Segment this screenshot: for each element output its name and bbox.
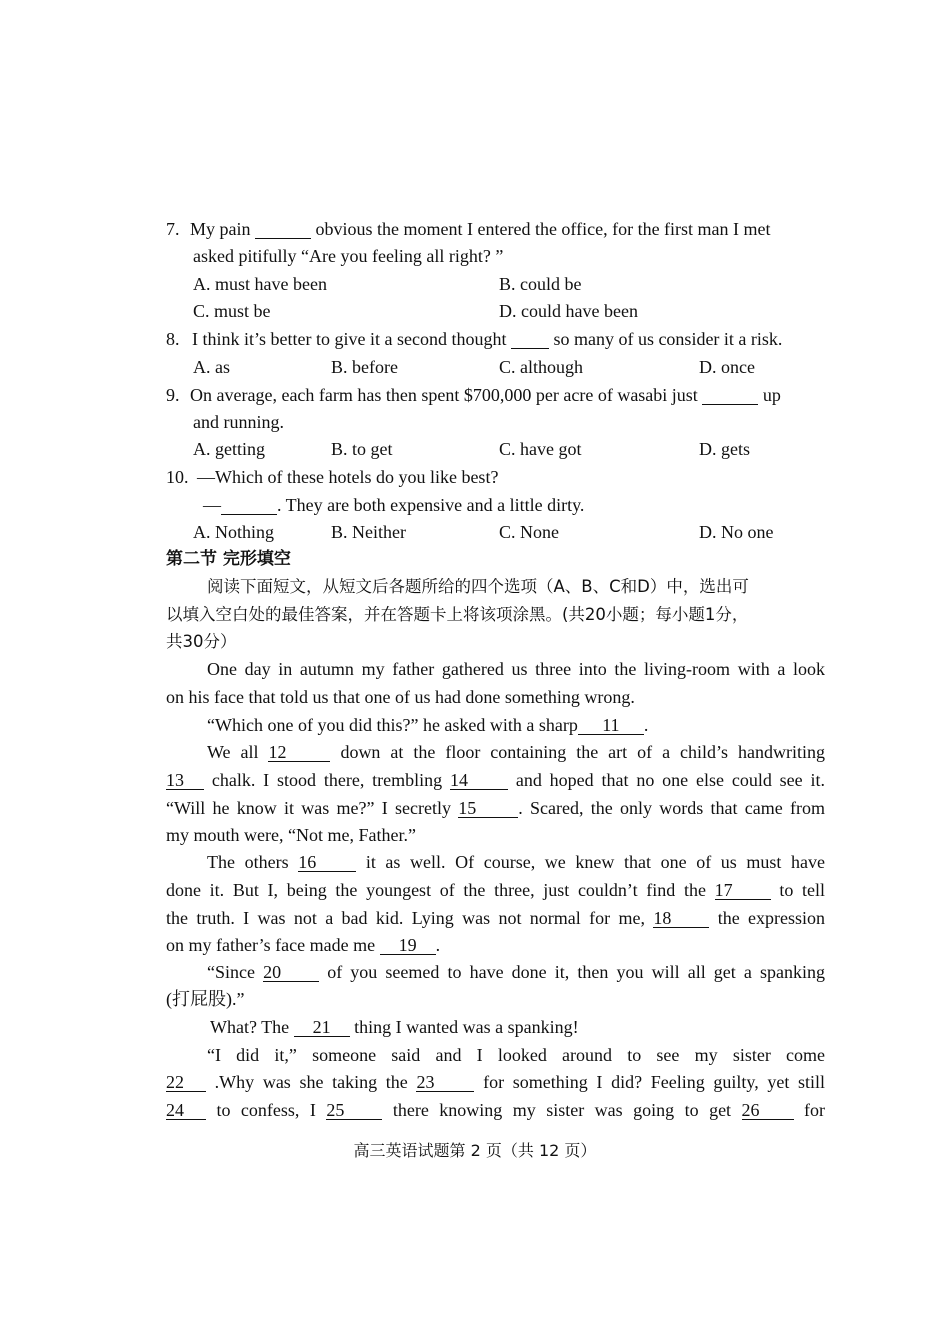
answer-blank [702,386,758,405]
cloze-blank: 25 [326,1101,382,1120]
passage-text: there knowing my sister was going to get [392,1100,732,1120]
question-number: 8. [166,329,180,349]
question-10 [166,466,498,488]
cloze-blank: 11 [578,716,644,735]
question-stem: I think it’s better to give it a second thought [192,329,507,349]
option-b: B. Neither [331,522,406,542]
passage-text: down at the floor containing the art of a child’s handwriting [340,742,826,762]
cloze-blank: 13 [166,771,204,790]
passage-text: for [804,1100,825,1120]
option-a: A. must have been [193,274,327,294]
passage-text: done it. But I, being the youngest of the three, just couldn’t find the [166,880,706,900]
passage-line [166,797,825,819]
question-stem: My pain [190,219,251,239]
option-c: C. None [499,522,559,542]
cloze-blank: 16 [298,853,356,872]
question-7 [166,218,771,240]
question-stem: so many of us consider it a risk. [553,329,783,349]
cloze-blank: 24 [166,1101,206,1120]
option-c: C. although [499,357,583,377]
question-stem-line: asked pitifully “Are you feeling all right? ” [193,246,504,266]
option-a: A. as [193,357,230,377]
cloze-blank: 18 [653,909,709,928]
cloze-blank: 20 [263,963,319,982]
passage-text: and hoped that no one else could see it. [515,770,825,790]
answer-blank [221,496,277,515]
cloze-blank: 17 [715,881,771,900]
passage-text: . Scared, the only words that came from [518,798,825,818]
passage-line [210,1016,579,1038]
section-instructions: 阅读下面短文，从短文后各题所给的四个选项（A、B、C和D）中，选出可 [207,577,749,596]
cloze-blank: 14 [450,771,508,790]
section-instructions: 以填入空白处的最佳答案，并在答题卡上将该项涂黑。(共20小题；每小题1分， [166,605,749,624]
passage-line [207,851,825,873]
passage-text: to tell [779,880,826,900]
cloze-blank: 22 [166,1073,206,1092]
option-b: B. could be [499,274,582,294]
passage-line: my mouth were, “Not me, Father.” [166,825,416,845]
passage-line: “I did it,” someone said and I looked around to see my sister come [207,1045,825,1065]
question-number: 7. [166,219,180,239]
passage-text: We all [207,742,259,762]
cloze-blank: 26 [742,1101,794,1120]
passage-text: the truth. I was not a bad kid. Lying was not normal for me, [166,908,645,928]
dialogue-dash: — [203,495,221,515]
option-d: D. gets [699,439,750,459]
option-d: D. could have been [499,301,638,321]
passage-text: it as well. Of course, we knew that one of us must have [365,852,825,872]
passage-line [166,769,825,791]
passage-text: on my father’s face made me [166,935,376,955]
section-instructions: 共30分） [166,632,237,651]
cloze-blank: 12 [268,743,330,762]
passage-text: of you seemed to have done it, then you will all get a spanking [327,962,825,982]
passage-line [166,1071,825,1093]
passage-line [207,714,648,736]
passage-text: “Which one of you did this?” he asked with a sharp [207,715,578,735]
question-stem: —Which of these hotels do you like best? [197,467,499,487]
question-stem: On average, each farm has then spent $700,000 per acre of wasabi just [190,385,698,405]
passage-text: . [435,935,441,955]
answer-blank [255,220,311,239]
passage-text: The others [207,852,289,872]
question-number: 9. [166,385,180,405]
question-stem: up [762,385,781,405]
option-d: D. No one [699,522,774,542]
passage-line: One day in autumn my father gathered us three into the living-room with a look [207,659,825,679]
cloze-blank: 15 [458,799,518,818]
passage-text: for something I did? Feeling guilty, yet still [483,1072,826,1092]
option-c: C. must be [193,301,271,321]
question-stem-line [203,494,584,516]
passage-text: chalk. I stood there, trembling [211,770,443,790]
cloze-blank: 21 [294,1018,350,1037]
passage-line [166,907,825,929]
question-number: 10. [166,467,189,487]
option-b: B. before [331,357,398,377]
passage-text: .Why was she taking the [214,1072,408,1092]
option-a: A. getting [193,439,265,459]
passage-line [166,879,825,901]
passage-text: . [643,715,649,735]
question-stem: . They are both expensive and a little dirty. [277,495,585,515]
passage-text: the expression [717,908,826,928]
section-heading: 第二节 完形填空 [166,549,291,569]
option-d: D. once [699,357,755,377]
question-8 [166,328,782,350]
question-stem-line: and running. [193,412,284,432]
passage-text: thing I wanted was a spanking! [354,1017,579,1037]
option-b: B. to get [331,439,393,459]
cloze-blank: 23 [416,1073,474,1092]
option-a: A. Nothing [193,522,274,542]
answer-blank [511,330,549,349]
passage-line [166,934,440,956]
question-stem: obvious the moment I entered the office, for the first man I met [315,219,771,239]
option-c: C. have got [499,439,582,459]
passage-text: “Will he know it was me?” I secretly [166,798,451,818]
passage-line [207,961,825,983]
passage-line: on his face that told us that one of us had done something wrong. [166,687,635,707]
passage-line [166,1099,825,1121]
page-footer: 高三英语试题第 2 页（共 12 页） [353,1141,597,1160]
passage-text: to confess, I [216,1100,316,1120]
passage-text: “Since [207,962,255,982]
passage-line: (打屁股).” [166,989,245,1009]
question-9 [166,384,781,406]
cloze-blank: 19 [380,936,436,955]
passage-text: What? The [210,1017,290,1037]
passage-line [207,741,825,763]
